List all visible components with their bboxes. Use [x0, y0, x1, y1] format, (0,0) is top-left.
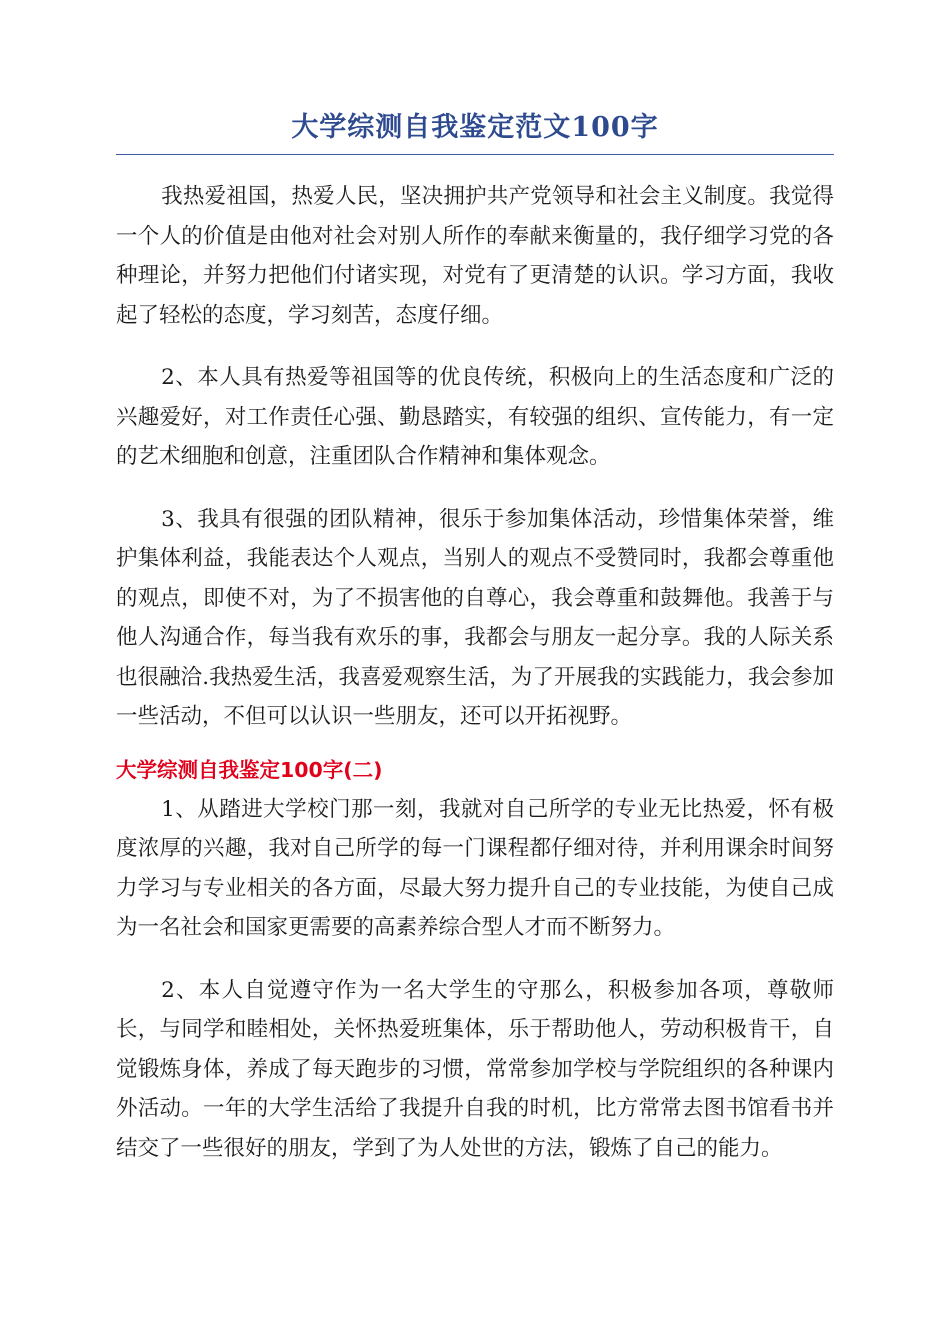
paragraph: 我热爱祖国，热爱人民，坚决拥护共产党领导和社会主义制度。我觉得一个人的价值是由他对社会对别人所作的奉献来衡量的，我仔细学习党的各种理论，并努力把他们付诸实现，对党有了更清楚的认识。学习方面，我收起了轻松的态度，学习刻苦，态度仔细。	[116, 184, 834, 328]
paragraph: 2、本人具有热爱等祖国等的优良传统，积极向上的生活态度和广泛的兴趣爱好，对工作责任心强、勤恳踏实，有较强的组织、宣传能力，有一定的艺术细胞和创意，注重团队合作精神和集体观念。	[116, 365, 834, 469]
document-title: 大学综测自我鉴定范文100字	[291, 112, 659, 143]
document-page	[116, 108, 834, 1191]
paragraph: 1、从踏进大学校门那一刻，我就对自己所学的专业无比热爱，怀有极度浓厚的兴趣，我对自己所学的每一门课程都仔细对待，并利用课余时间努力学习与专业相关的各方面，尽最大努力提升自己的专业技能，为使自己成为一名社会和国家更需要的高素养综合型人才而不断努力。	[116, 796, 834, 940]
paragraph: 2、本人自觉遵守作为一名大学生的守那么，积极参加各项，尊敬师长，与同学和睦相处，关怀热爱班集体，乐于帮助他人，劳动积极肯干，自觉锻炼身体，养成了每天跑步的习惯，常常参加学校与学院组织的各种课内外活动。一年的大学生活给了我提升自我的时机，比方常常去图书馆看书并结交了一些很好的朋友，学到了为人处世的方法，锻炼了自己的能力。	[116, 977, 834, 1161]
title-underline	[116, 154, 834, 155]
paragraph: 3、我具有很强的团队精神，很乐于参加集体活动，珍惜集体荣誉，维护集体利益，我能表达个人观点，当别人的观点不受赞同时，我都会尊重他的观点，即使不对，为了不损害他的自尊心，我会尊重和鼓舞他。我善于与他人沟通合作，每当我有欢乐的事，我都会与朋友一起分享。我的人际关系也很融洽.我热爱生活，我喜爱观察生活，为了开展我的实践能力，我会参加一些活动，不但可以认识一些朋友，还可以开拓视野。	[116, 506, 834, 729]
section-heading: 大学综测自我鉴定100字(二)	[116, 757, 383, 782]
